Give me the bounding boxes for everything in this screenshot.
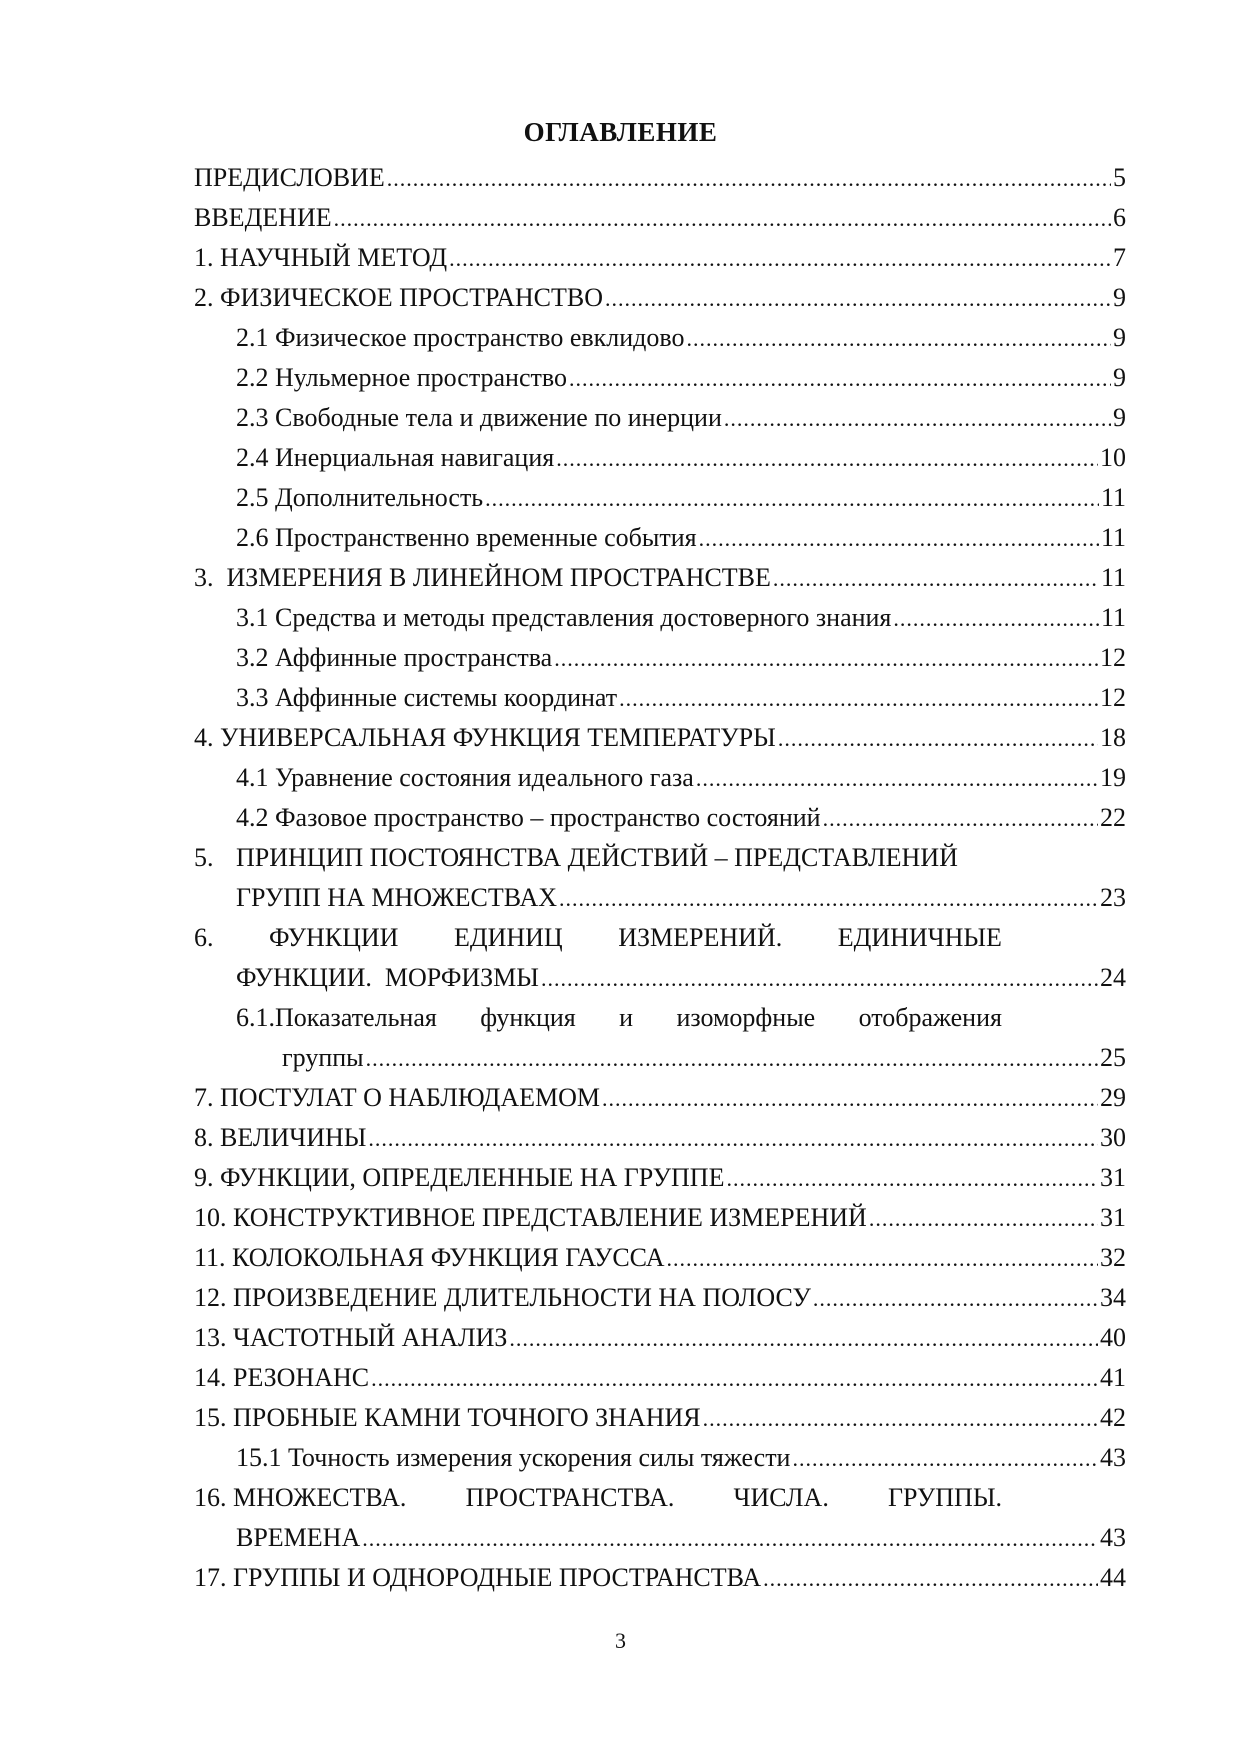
dot-leader bbox=[362, 1519, 1098, 1559]
dot-leader bbox=[699, 519, 1099, 559]
toc-title: ОГЛАВЛЕНИЕ bbox=[523, 117, 718, 147]
toc-entry-page: 6 bbox=[1113, 203, 1126, 232]
toc-entry-1[interactable] bbox=[194, 238, 1126, 278]
dot-leader bbox=[792, 1439, 1098, 1479]
toc-entry-word: отображения bbox=[858, 1003, 1002, 1032]
dot-leader bbox=[334, 199, 1111, 239]
toc-entry-2-2[interactable] bbox=[194, 358, 1126, 398]
toc-entry-label: 2.1 Физическое пространство евклидово bbox=[236, 323, 685, 352]
toc-entry-label: 3.2 Аффинные пространства bbox=[236, 643, 553, 672]
toc-entry-label: ПРИНЦИП ПОСТОЯНСТВА ДЕЙСТВИЙ – ПРЕДСТАВЛЕНИЙ bbox=[236, 843, 958, 872]
toc-entry-word: ФУНКЦИИ bbox=[269, 923, 399, 952]
toc-entry-5-first-line[interactable] bbox=[194, 838, 1002, 878]
toc-entry-page: 9 bbox=[1113, 403, 1126, 432]
dot-leader bbox=[869, 1199, 1098, 1239]
toc-entry-word: изоморфные bbox=[676, 1003, 816, 1032]
toc-entry-page: 12 bbox=[1100, 683, 1126, 712]
toc-entry-label: 2. ФИЗИЧЕСКОЕ ПРОСТРАНСТВО bbox=[194, 283, 603, 312]
dot-leader bbox=[687, 319, 1111, 359]
toc-entry-page: 40 bbox=[1100, 1323, 1126, 1352]
dot-leader bbox=[569, 359, 1111, 399]
toc-entry-2-1[interactable] bbox=[194, 318, 1126, 358]
toc-entry-16-first-line[interactable] bbox=[194, 1478, 1002, 1518]
toc-entry-label: 14. РЕЗОНАНС bbox=[194, 1363, 370, 1392]
dot-leader bbox=[366, 1039, 1098, 1079]
toc-entry-10[interactable] bbox=[194, 1198, 1126, 1238]
toc-entry-label: 12. ПРОИЗВЕДЕНИЕ ДЛИТЕЛЬНОСТИ НА ПОЛОСУ bbox=[194, 1283, 811, 1312]
toc-entry-word: ЕДИНИЦ bbox=[453, 923, 563, 952]
toc-entry-2[interactable] bbox=[194, 278, 1126, 318]
toc-entry-3[interactable] bbox=[194, 558, 1126, 598]
toc-entry-word: ЕДИНИЧНЫЕ bbox=[837, 923, 1002, 952]
toc-entry-3-3[interactable] bbox=[194, 678, 1126, 718]
dot-leader bbox=[485, 479, 1099, 519]
toc-entry-page: 23 bbox=[1100, 883, 1126, 912]
toc-entry-label: 4. УНИВЕРСАЛЬНАЯ ФУНКЦИЯ ТЕМПЕРАТУРЫ bbox=[194, 723, 776, 752]
toc-entry-label: 15.1 Точность измерения ускорения силы тяжести bbox=[236, 1443, 791, 1472]
dot-leader bbox=[605, 279, 1111, 319]
toc-entry-page: 44 bbox=[1100, 1563, 1126, 1592]
toc-entry-16[interactable] bbox=[194, 1518, 1126, 1558]
toc-entry-8[interactable] bbox=[194, 1118, 1126, 1158]
toc-entry-page: 43 bbox=[1100, 1523, 1126, 1552]
toc-entry-page: 24 bbox=[1100, 963, 1126, 992]
toc-entry-label: 8. ВЕЛИЧИНЫ bbox=[194, 1123, 367, 1152]
dot-leader bbox=[823, 799, 1098, 839]
toc-entry-label: 10. КОНСТРУКТИВНОЕ ПРЕДСТАВЛЕНИЕ ИЗМЕРЕНИЙ bbox=[194, 1203, 867, 1232]
toc-entry-label: ГРУПП НА МНОЖЕСТВАХ bbox=[236, 883, 558, 912]
toc-entry-label: 3.3 Аффинные системы координат bbox=[236, 683, 618, 712]
toc-entry-page: 34 bbox=[1100, 1283, 1126, 1312]
toc-entry-label: 11. КОЛОКОЛЬНАЯ ФУНКЦИЯ ГАУССА bbox=[194, 1243, 665, 1272]
dot-leader bbox=[703, 1399, 1098, 1439]
dot-leader bbox=[602, 1079, 1098, 1119]
page-number: 3 bbox=[615, 1628, 626, 1653]
dot-leader bbox=[371, 1359, 1098, 1399]
dot-leader bbox=[509, 1319, 1098, 1359]
toc-entry-6[interactable] bbox=[194, 958, 1126, 998]
toc-entry-page: 31 bbox=[1100, 1203, 1126, 1232]
toc-entry-label: 1. НАУЧНЫЙ МЕТОД bbox=[194, 243, 448, 272]
toc-entry-6-1-first-line[interactable] bbox=[194, 998, 1002, 1038]
toc-entry-page: 32 bbox=[1100, 1243, 1126, 1272]
toc-entry-6-1[interactable] bbox=[194, 1038, 1126, 1078]
toc-entry-label: 3. ИЗМЕРЕНИЯ В ЛИНЕЙНОМ ПРОСТРАНСТВЕ bbox=[194, 563, 771, 592]
toc-entry-12[interactable] bbox=[194, 1278, 1126, 1318]
toc-entry-word: 6.1.Показательная bbox=[236, 1003, 437, 1032]
toc-entry-preface[interactable] bbox=[194, 158, 1126, 198]
toc-entry-page: 41 bbox=[1100, 1363, 1126, 1392]
toc-entry-page: 9 bbox=[1113, 363, 1126, 392]
toc-entry-word: функция bbox=[480, 1003, 576, 1032]
toc-entry-3-2[interactable] bbox=[194, 638, 1126, 678]
dot-leader bbox=[773, 559, 1099, 599]
toc-entry-label: 15. ПРОБНЫЕ КАМНИ ТОЧНОГО ЗНАНИЯ bbox=[194, 1403, 701, 1432]
toc-entry-4-1[interactable] bbox=[194, 758, 1126, 798]
toc-entry-page: 9 bbox=[1113, 323, 1126, 352]
toc-entry-14[interactable] bbox=[194, 1358, 1126, 1398]
toc-entry-13[interactable] bbox=[194, 1318, 1126, 1358]
toc-entry-15[interactable] bbox=[194, 1398, 1126, 1438]
toc-entry-word: 6. bbox=[194, 923, 214, 952]
toc-entry-label: 17. ГРУППЫ И ОДНОРОДНЫЕ ПРОСТРАНСТВА bbox=[194, 1563, 762, 1592]
toc-entry-page: 11 bbox=[1100, 483, 1126, 512]
toc-entry-label: 9. ФУНКЦИИ, ОПРЕДЕЛЕННЫЕ НА ГРУППЕ bbox=[194, 1163, 725, 1192]
toc-entry-2-5[interactable] bbox=[194, 478, 1126, 518]
dot-leader bbox=[667, 1239, 1098, 1279]
dot-leader bbox=[893, 599, 1099, 639]
dot-leader bbox=[763, 1559, 1098, 1599]
toc-entry-label: ПРЕДИСЛОВИЕ bbox=[194, 163, 385, 192]
toc-entry-page: 5 bbox=[1113, 163, 1126, 192]
dot-leader bbox=[541, 959, 1098, 999]
toc-entry-17[interactable] bbox=[194, 1558, 1126, 1598]
toc-entry-9[interactable] bbox=[194, 1158, 1126, 1198]
toc-entry-word: и bbox=[619, 1003, 634, 1032]
toc-entry-page: 22 bbox=[1100, 803, 1126, 832]
dot-leader bbox=[387, 159, 1111, 199]
toc-entry-page: 11 bbox=[1100, 523, 1126, 552]
dot-leader bbox=[554, 639, 1098, 679]
toc-entry-page: 18 bbox=[1100, 723, 1126, 752]
toc-entry-4-2[interactable] bbox=[194, 798, 1126, 838]
toc-entry-3-1[interactable] bbox=[194, 598, 1126, 638]
toc-entry-15-1[interactable] bbox=[194, 1438, 1126, 1478]
toc-entry-page: 11 bbox=[1100, 603, 1126, 632]
dot-leader bbox=[696, 759, 1098, 799]
toc-entry-page: 30 bbox=[1100, 1123, 1126, 1152]
dot-leader bbox=[368, 1119, 1098, 1159]
dot-leader bbox=[724, 399, 1111, 439]
toc-entry-label: 2.2 Нульмерное пространство bbox=[236, 363, 567, 392]
toc-entry-label: 13. ЧАСТОТНЫЙ АНАЛИЗ bbox=[194, 1323, 508, 1352]
toc-entry-label: ВВЕДЕНИЕ bbox=[194, 203, 332, 232]
toc-entry-label: 4.1 Уравнение состояния идеального газа bbox=[236, 763, 694, 792]
dot-leader bbox=[726, 1159, 1098, 1199]
table-of-contents bbox=[194, 158, 1126, 1598]
toc-entry-page: 43 bbox=[1100, 1443, 1126, 1472]
toc-entry-6-first-line[interactable] bbox=[194, 918, 1002, 958]
toc-entry-page: 12 bbox=[1100, 643, 1126, 672]
toc-entry-5[interactable] bbox=[194, 878, 1126, 918]
toc-entry-page: 31 bbox=[1100, 1163, 1126, 1192]
toc-entry-2-3[interactable] bbox=[194, 398, 1126, 438]
toc-entry-label: 2.5 Дополнительность bbox=[236, 483, 484, 512]
toc-entry-4[interactable] bbox=[194, 718, 1126, 758]
toc-entry-number: 5. bbox=[194, 843, 214, 872]
toc-entry-label: группы bbox=[282, 1043, 364, 1072]
toc-entry-page: 25 bbox=[1100, 1043, 1126, 1072]
toc-entry-page: 19 bbox=[1100, 763, 1126, 792]
toc-entry-label: 7. ПОСТУЛАТ О НАБЛЮДАЕМОМ bbox=[194, 1083, 600, 1112]
toc-entry-2-4[interactable] bbox=[194, 438, 1126, 478]
toc-entry-word: 16. МНОЖЕСТВА. bbox=[194, 1483, 407, 1512]
dot-leader bbox=[556, 439, 1098, 479]
toc-entry-word: ИЗМЕРЕНИЙ. bbox=[618, 923, 783, 952]
dot-leader bbox=[559, 879, 1098, 919]
toc-entry-label: 2.6 Пространственно временные события bbox=[236, 523, 697, 552]
toc-entry-word: ПРОСТРАНСТВА. bbox=[465, 1483, 675, 1512]
toc-entry-page: 7 bbox=[1113, 243, 1126, 272]
toc-entry-label: ВРЕМЕНА bbox=[236, 1523, 361, 1552]
toc-entry-11[interactable] bbox=[194, 1238, 1126, 1278]
dot-leader bbox=[449, 239, 1111, 279]
toc-entry-introduction[interactable] bbox=[194, 198, 1126, 238]
toc-entry-label: 2.3 Свободные тела и движение по инерции bbox=[236, 403, 722, 432]
toc-entry-2-6[interactable] bbox=[194, 518, 1126, 558]
toc-entry-label: 2.4 Инерциальная навигация bbox=[236, 443, 555, 472]
toc-entry-label: 4.2 Фазовое пространство – пространство состояний bbox=[236, 803, 821, 832]
toc-entry-page: 9 bbox=[1113, 283, 1126, 312]
toc-entry-label: 3.1 Средства и методы представления достоверного знания bbox=[236, 603, 892, 632]
toc-entry-page: 10 bbox=[1100, 443, 1126, 472]
dot-leader bbox=[813, 1279, 1098, 1319]
toc-entry-word: ГРУППЫ. bbox=[888, 1483, 1002, 1512]
toc-entry-7[interactable] bbox=[194, 1078, 1126, 1118]
toc-entry-page: 42 bbox=[1100, 1403, 1126, 1432]
dot-leader bbox=[619, 679, 1098, 719]
dot-leader bbox=[778, 719, 1098, 759]
toc-entry-page: 29 bbox=[1100, 1083, 1126, 1112]
toc-entry-label: ФУНКЦИИ. МОРФИЗМЫ bbox=[236, 963, 539, 992]
toc-entry-page: 11 bbox=[1100, 563, 1126, 592]
toc-entry-word: ЧИСЛА. bbox=[733, 1483, 829, 1512]
